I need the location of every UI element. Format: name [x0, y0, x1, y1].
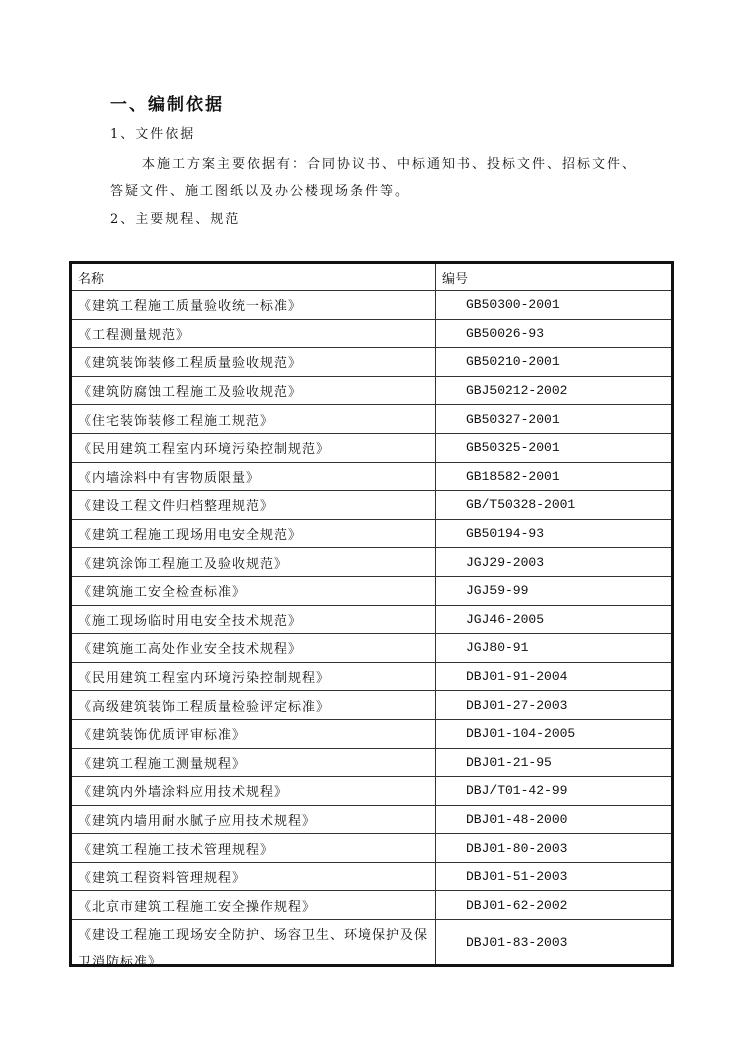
standard-code: JGJ59-99 — [436, 576, 673, 605]
standard-name-text: 《建筑施工高处作业安全技术规程》 — [78, 642, 303, 658]
standard-code: DBJ01-51-2003 — [436, 862, 673, 891]
header-code: 编号 — [436, 263, 673, 291]
standard-name-text: 《高级建筑装饰工程质量检验评定标准》 — [78, 699, 331, 715]
standard-code: JGJ46-2005 — [436, 605, 673, 634]
standard-name — [71, 519, 436, 548]
table-row — [71, 405, 673, 434]
table-row — [71, 491, 673, 520]
table-row — [71, 862, 673, 891]
standard-code: DBJ01-27-2003 — [436, 691, 673, 720]
standard-code: GBJ50212-2002 — [436, 376, 673, 405]
standard-name-text: 《建筑工程施工现场用电安全规范》 — [78, 528, 303, 544]
standard-name — [71, 748, 436, 777]
standard-name-text: 《北京市建筑工程施工安全操作规程》 — [78, 899, 317, 915]
standard-name-text: 《内墙涂料中有害物质限量》 — [78, 470, 261, 486]
standard-name-text: 《工程测量规范》 — [78, 327, 191, 343]
header-name: 名称 — [71, 263, 436, 291]
standard-name — [71, 834, 436, 863]
paragraph-line-1: 本施工方案主要依据有：合同协议书、中标通知书、投标文件、招标文件、 — [142, 157, 638, 172]
standard-name — [71, 548, 436, 577]
standard-code: DBJ01-91-2004 — [436, 662, 673, 691]
standard-code: DBJ01-62-2002 — [436, 891, 673, 920]
standard-name-text: 《建筑内外墙涂料应用技术规程》 — [78, 785, 289, 801]
section-heading: 一、编制依据 — [110, 95, 224, 115]
standard-name — [71, 891, 436, 920]
standard-name — [71, 462, 436, 491]
standard-name-text: 《建筑防腐蚀工程施工及验收规范》 — [78, 385, 303, 401]
table-row — [71, 319, 673, 348]
standard-name-text: 《建筑工程施工测量规程》 — [78, 756, 247, 772]
standard-code: GB18582-2001 — [436, 462, 673, 491]
standard-code: DBJ01-21-95 — [436, 748, 673, 777]
standard-name — [71, 862, 436, 891]
standard-name — [71, 691, 436, 720]
standard-name-text: 《建设工程文件归档整理规范》 — [78, 499, 275, 515]
table-row — [71, 691, 673, 720]
standard-name-text: 《民用建筑工程室内环境污染控制规程》 — [78, 671, 331, 687]
table-row — [71, 719, 673, 748]
subsection-title-documents: 1、文件依据 — [110, 127, 196, 142]
standard-code: JGJ29-2003 — [436, 548, 673, 577]
standard-name-text: 《建筑涂饰工程施工及验收规范》 — [78, 556, 289, 572]
standard-name-text: 《建筑施工安全检查标准》 — [78, 585, 247, 601]
table-row — [71, 462, 673, 491]
standard-name — [71, 319, 436, 348]
standard-code: GB50300-2001 — [436, 291, 673, 320]
standard-name — [71, 291, 436, 320]
standard-code: GB50026-93 — [436, 319, 673, 348]
table-row — [71, 834, 673, 863]
table-row — [71, 576, 673, 605]
standard-name-text: 《建筑装饰优质评审标准》 — [78, 728, 247, 744]
standard-name-text: 《建筑工程资料管理规程》 — [78, 871, 247, 887]
standard-code: DBJ01-48-2000 — [436, 805, 673, 834]
table-row — [71, 748, 673, 777]
table-row — [71, 805, 673, 834]
standard-code: DBJ01-80-2003 — [436, 834, 673, 863]
standard-code: GB50210-2001 — [436, 348, 673, 377]
standard-name-text: 《住宅装饰装修工程施工规范》 — [78, 413, 275, 429]
standard-code: DBJ/T01-42-99 — [436, 777, 673, 806]
table-row — [71, 634, 673, 663]
table-header-row — [71, 263, 673, 291]
table-row — [71, 548, 673, 577]
table-row — [71, 891, 673, 920]
table-row — [71, 777, 673, 806]
standard-code: JGJ80-91 — [436, 634, 673, 663]
standard-name — [71, 662, 436, 691]
table-row — [71, 291, 673, 320]
standard-code: DBJ01-83-2003 — [436, 920, 673, 966]
table-row — [71, 433, 673, 462]
standard-name — [71, 348, 436, 377]
table-row — [71, 920, 673, 966]
standard-name — [71, 605, 436, 634]
standards-table — [69, 261, 674, 971]
standard-name — [71, 376, 436, 405]
table-row — [71, 376, 673, 405]
standard-name-text: 《建筑工程施工质量验收统一标准》 — [78, 299, 303, 315]
table-row — [71, 519, 673, 548]
standard-name — [71, 433, 436, 462]
table-row — [71, 605, 673, 634]
table-row — [71, 348, 673, 377]
standard-name-text: 《建筑装饰装修工程质量验收规范》 — [78, 356, 303, 372]
standard-name — [71, 805, 436, 834]
standard-name — [71, 576, 436, 605]
standard-name-text: 《建筑内墙用耐水腻子应用技术规程》 — [78, 813, 317, 829]
standard-name-text: 《民用建筑工程室内环境污染控制规范》 — [78, 442, 331, 458]
paragraph-line-2: 答疑文件、施工图纸以及办公楼现场条件等。 — [110, 184, 411, 199]
standard-code: GB50327-2001 — [436, 405, 673, 434]
standard-name — [71, 920, 436, 971]
standard-name — [71, 777, 436, 806]
standard-code: GB/T50328-2001 — [436, 491, 673, 520]
standard-code: GB50194-93 — [436, 519, 673, 548]
table-row — [71, 662, 673, 691]
standard-code: DBJ01-104-2005 — [436, 719, 673, 748]
standard-name — [71, 491, 436, 520]
standard-name — [71, 634, 436, 663]
standard-code: GB50325-2001 — [436, 433, 673, 462]
subsection-title-standards: 2、主要规程、规范 — [110, 212, 241, 227]
standard-name-text: 《建筑工程施工技术管理规程》 — [78, 842, 275, 858]
standard-name — [71, 405, 436, 434]
standard-name-text: 《施工现场临时用电安全技术规范》 — [78, 613, 303, 629]
standard-name-text: 《建设工程施工现场安全防护、场容卫生、环境保护及保卫消防标准》 — [78, 928, 429, 971]
standard-name — [71, 719, 436, 748]
